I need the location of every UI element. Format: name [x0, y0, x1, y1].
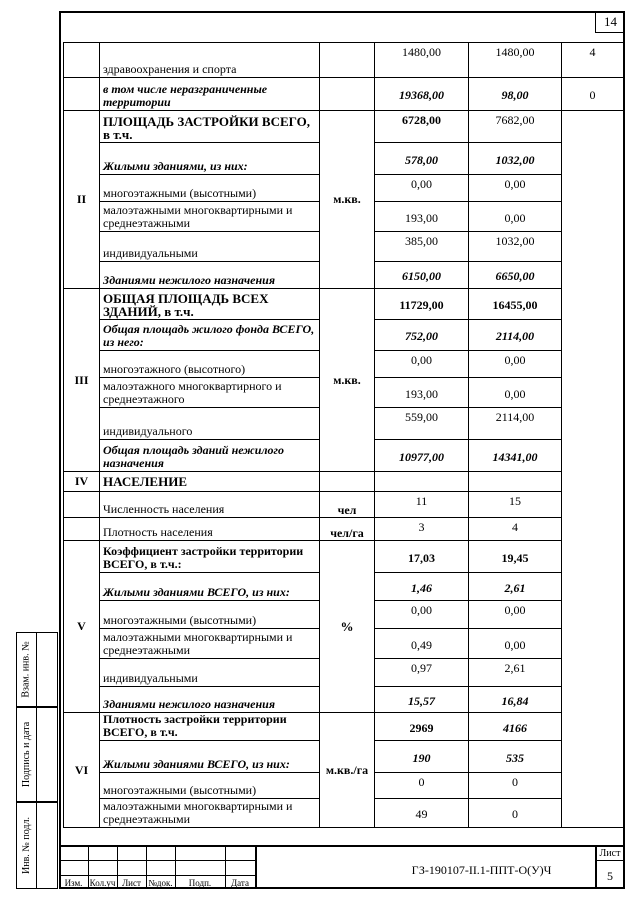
extra-value: 4 — [562, 43, 624, 78]
table-row — [64, 111, 624, 143]
row-name: Плотность застройки территории ВСЕГО, в т.ч. — [100, 713, 320, 741]
table-row — [64, 289, 624, 320]
sheet-label: Лист — [599, 848, 621, 859]
value-planned — [469, 472, 562, 492]
unit-cell: чел — [320, 492, 375, 518]
value-existing: 11 — [375, 492, 469, 518]
stamp-col-label: Дата — [231, 878, 249, 888]
section-number: V — [64, 541, 100, 713]
value-planned: 1480,00 — [469, 43, 562, 78]
unit-cell — [320, 472, 375, 492]
row-name: Жилыми зданиями ВСЕГО, из них: — [100, 741, 320, 773]
row-name: в том числе неразграниченные территории — [100, 78, 320, 111]
row-name: индивидуальными — [100, 659, 320, 687]
value-planned: 1032,00 — [469, 232, 562, 262]
value-planned: 14341,00 — [469, 440, 562, 472]
value-existing: 1480,00 — [375, 43, 469, 78]
section-number: IV — [64, 472, 100, 492]
row-name: Плотность населения — [100, 518, 320, 541]
value-planned: 2114,00 — [469, 320, 562, 351]
value-planned: 16455,00 — [469, 289, 562, 320]
table-row — [64, 43, 624, 78]
document-code: ГЗ-190107-II.1-ППТ-О(У)Ч — [411, 863, 552, 877]
side-label: Подпись и дата — [17, 708, 37, 801]
side-label: Инв. № подл. — [17, 803, 37, 888]
row-name: Общая площадь жилого фонда ВСЕГО, из него: — [100, 320, 320, 351]
value-planned: 7682,00 — [469, 111, 562, 143]
unit-cell — [320, 78, 375, 111]
sheet-number: 5 — [607, 869, 613, 883]
row-name: многоэтажного (высотного) — [100, 351, 320, 378]
row-name: малоэтажными многоквартирными и среднеэтажными — [100, 799, 320, 828]
value-planned: 4166 — [469, 713, 562, 741]
value-planned: 16,84 — [469, 687, 562, 713]
value-planned: 2114,00 — [469, 408, 562, 440]
value-planned: 0 — [469, 773, 562, 799]
value-planned: 2,61 — [469, 659, 562, 687]
section-cell — [64, 43, 100, 78]
table-row — [64, 518, 624, 541]
row-name: Зданиями нежилого назначения — [100, 262, 320, 289]
value-existing: 0,49 — [375, 629, 469, 659]
extra-value: 0 — [562, 78, 624, 111]
row-name: малоэтажными многоквартирными и среднеэтажными — [100, 629, 320, 659]
side-label: Взам. инв. № — [17, 633, 37, 706]
row-name: малоэтажного многоквартирного и среднеэтажного — [100, 378, 320, 408]
row-name: индивидуальными — [100, 232, 320, 262]
value-planned: 0,00 — [469, 202, 562, 232]
section-number: II — [64, 111, 100, 289]
stamp-col-label: Изм. — [64, 878, 83, 888]
unit-cell: чел/га — [320, 518, 375, 541]
unit-cell: % — [320, 541, 375, 713]
indicators-table — [63, 42, 624, 828]
table-row — [64, 541, 624, 573]
row-name: Численность населения — [100, 492, 320, 518]
value-planned: 4 — [469, 518, 562, 541]
value-planned: 0 — [469, 799, 562, 828]
extra-column — [562, 111, 624, 828]
value-planned: 98,00 — [469, 78, 562, 111]
unit-cell: м.кв. — [320, 289, 375, 472]
row-name: ОБЩАЯ ПЛОЩАДЬ ВСЕХ ЗДАНИЙ, в т.ч. — [100, 289, 320, 320]
value-existing: 1,46 — [375, 573, 469, 601]
row-name: многоэтажными (высотными) — [100, 601, 320, 629]
value-planned: 19,45 — [469, 541, 562, 573]
value-existing: 0,97 — [375, 659, 469, 687]
value-planned: 1032,00 — [469, 143, 562, 175]
value-planned: 0,00 — [469, 175, 562, 202]
value-existing: 193,00 — [375, 378, 469, 408]
row-name: многоэтажными (высотными) — [100, 773, 320, 799]
table-row — [64, 713, 624, 741]
title-block — [59, 845, 625, 889]
value-planned: 15 — [469, 492, 562, 518]
section-cell — [64, 518, 100, 541]
row-name: Жилыми зданиями, из них: — [100, 143, 320, 175]
table-row — [64, 492, 624, 518]
row-name: Зданиями нежилого назначения — [100, 687, 320, 713]
value-existing: 49 — [375, 799, 469, 828]
section-cell — [64, 78, 100, 111]
value-existing: 0,00 — [375, 351, 469, 378]
page-number: 14 — [595, 11, 625, 33]
value-existing: 11729,00 — [375, 289, 469, 320]
row-name: НАСЕЛЕНИЕ — [100, 472, 320, 492]
value-existing: 2969 — [375, 713, 469, 741]
stamp-col-label: Лист — [122, 878, 141, 888]
unit-cell — [320, 43, 375, 78]
value-existing: 0 — [375, 773, 469, 799]
row-name: Жилыми зданиями ВСЕГО, из них: — [100, 573, 320, 601]
row-name: индивидуального — [100, 408, 320, 440]
value-existing: 559,00 — [375, 408, 469, 440]
unit-cell: м.кв. — [320, 111, 375, 289]
value-existing: 6150,00 — [375, 262, 469, 289]
side-stamp — [16, 632, 58, 889]
value-existing: 190 — [375, 741, 469, 773]
value-existing: 193,00 — [375, 202, 469, 232]
table-row — [64, 78, 624, 111]
table-row — [64, 472, 624, 492]
value-existing: 0,00 — [375, 601, 469, 629]
value-planned: 6650,00 — [469, 262, 562, 289]
value-planned: 0,00 — [469, 351, 562, 378]
side-cell — [16, 802, 58, 889]
row-name: Общая площадь зданий нежилого назначения — [100, 440, 320, 472]
value-existing — [375, 472, 469, 492]
stamp-col-label: №док. — [148, 878, 173, 888]
row-name: здравоохранения и спорта — [100, 43, 320, 78]
unit-cell: м.кв./га — [320, 713, 375, 828]
value-planned: 535 — [469, 741, 562, 773]
value-existing: 3 — [375, 518, 469, 541]
section-cell — [64, 492, 100, 518]
value-existing: 752,00 — [375, 320, 469, 351]
value-existing: 578,00 — [375, 143, 469, 175]
side-cell — [16, 707, 58, 802]
value-planned: 0,00 — [469, 601, 562, 629]
row-name: многоэтажными (высотными) — [100, 175, 320, 202]
value-planned: 2,61 — [469, 573, 562, 601]
value-existing: 17,03 — [375, 541, 469, 573]
section-number: VI — [64, 713, 100, 828]
value-existing: 10977,00 — [375, 440, 469, 472]
value-existing: 0,00 — [375, 175, 469, 202]
row-name: малоэтажными многоквартирными и среднеэтажными — [100, 202, 320, 232]
side-cell — [16, 632, 58, 707]
value-planned: 0,00 — [469, 378, 562, 408]
value-existing: 6728,00 — [375, 111, 469, 143]
section-number: III — [64, 289, 100, 472]
stamp-col-label: Кол.уч — [89, 878, 116, 888]
row-name: ПЛОЩАДЬ ЗАСТРОЙКИ ВСЕГО, в т.ч. — [100, 111, 320, 143]
value-existing: 19368,00 — [375, 78, 469, 111]
stamp-col-label: Подп. — [188, 878, 212, 888]
row-name: Коэффициент застройки территории ВСЕГО, в т.ч.: — [100, 541, 320, 573]
value-existing: 385,00 — [375, 232, 469, 262]
value-planned: 0,00 — [469, 629, 562, 659]
value-existing: 15,57 — [375, 687, 469, 713]
